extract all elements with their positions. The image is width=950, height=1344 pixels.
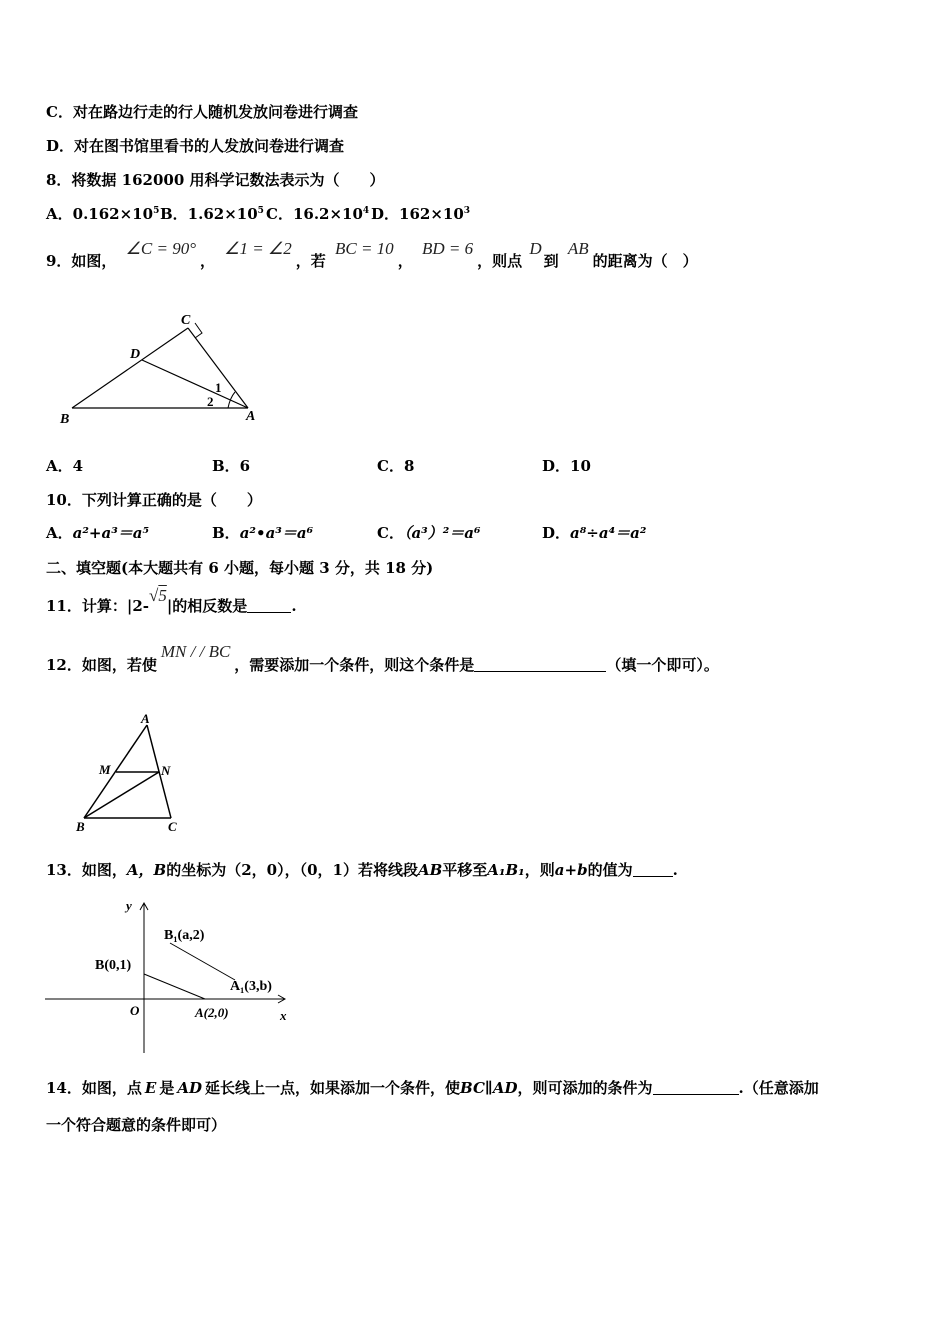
q14-answer-blank[interactable] [653,1080,739,1095]
q13-answer-blank[interactable] [633,862,673,877]
q13-label-a1: A₁(3,b) [230,979,272,994]
q12-stem: 12．如图，若使MN / / BC，需要添加一个条件，则这个条件是 （填一个即可）。 [46,642,719,674]
q11-sqrt: √5 [149,586,167,605]
q12-label-m: M [99,762,111,777]
q13-label-a: A(2,0) [195,1005,229,1020]
q9-label-a: A [246,409,256,424]
q11-answer-blank[interactable] [247,598,291,613]
q9-option-c: C．8 [377,457,415,475]
q9-option-d: D．10 [542,457,591,475]
q12-segment-bn [84,772,159,818]
q10-stem: 10．下列计算正确的是（ ） [46,491,262,509]
q9-side-bc [72,328,188,408]
section-fill-in-heading: 二、填空题(本大题共有 6 小题，每小题 3 分，共 18 分) [46,559,434,577]
q14-stem-line2: 一个符合题意的条件即可） [46,1116,227,1134]
q9-option-a: A．4 [46,457,84,475]
q13-coordinate-figure [40,895,300,1055]
q7-option-c: C．对在路边行走的行人随机发放问卷进行调查 [46,103,358,121]
q10-option-a: A．a²+a³＝a⁵ [46,524,150,542]
q9-option-b: B．6 [212,457,251,475]
q9-stem: 9．如图， ∠C = 90°， ∠1 = ∠2，若 BC = 10， BD = 6，则点 D到 AB的距离为（ ） [46,239,698,270]
q13-label-b: B(0,1) [95,958,132,973]
q12-label-n: N [161,763,171,778]
q14-stem: 14．如图，点 E 是 AD 延长线上一点，如果添加一个条件，使BC∥AD，则可添加的条件为 .（任意添加 [46,1079,819,1097]
q9-label-angle2: 2 [207,394,214,409]
q13-stem: 13．如图，A，B的坐标为（2，0），（0，1）若将线段AB平移至A₁B₁，则a+b的值为 . [46,861,678,879]
q13-label-b1: B₁(a,2) [164,928,205,943]
q13-segment-ab [144,974,205,999]
q9-label-c: C [181,313,191,328]
q10-option-b: B．a²•a³＝a⁶ [212,524,314,542]
q8-option-a: A．$0.162\times 10^5$ [46,205,160,223]
q12-label-c: C [168,819,177,834]
q9-right-angle-mark [195,323,202,338]
q8-stem: 8．将数据 162000 用科学记数法表示为（ ） [46,171,385,189]
q10-option-c: C．（a³）²＝a⁶ [377,524,481,542]
q9-label-angle1: 1 [215,380,222,395]
q9-side-ca [188,328,248,408]
q9-segment-ad [142,360,248,408]
q8-option-d: D．$162\times 10^3$ [371,205,471,223]
q13-label-x: x [280,1008,287,1023]
q11-stem: 11．计算：|2-√5|的相反数是 . [46,586,297,615]
q12-triangle-figure [70,710,190,835]
q13-label-o: O [130,1003,140,1018]
q8-option-c: C．$16.2\times 10^4$ [266,205,370,223]
q13-segment-a1b1 [170,943,235,980]
q8-option-b: B．$1.62\times 10^5$ [160,205,264,223]
q7-option-d: D．对在图书馆里看书的人发放问卷进行调查 [46,137,345,155]
q12-answer-blank[interactable] [474,657,606,672]
q9-label-d: D [130,347,141,362]
q13-label-y: y [126,898,132,913]
q9-label-b: B [60,412,70,427]
q9-triangle-figure [50,305,280,435]
q12-label-a: A [141,711,150,726]
q10-option-d: D．a⁸÷a⁴＝a² [542,524,647,542]
q12-label-b: B [76,819,85,834]
